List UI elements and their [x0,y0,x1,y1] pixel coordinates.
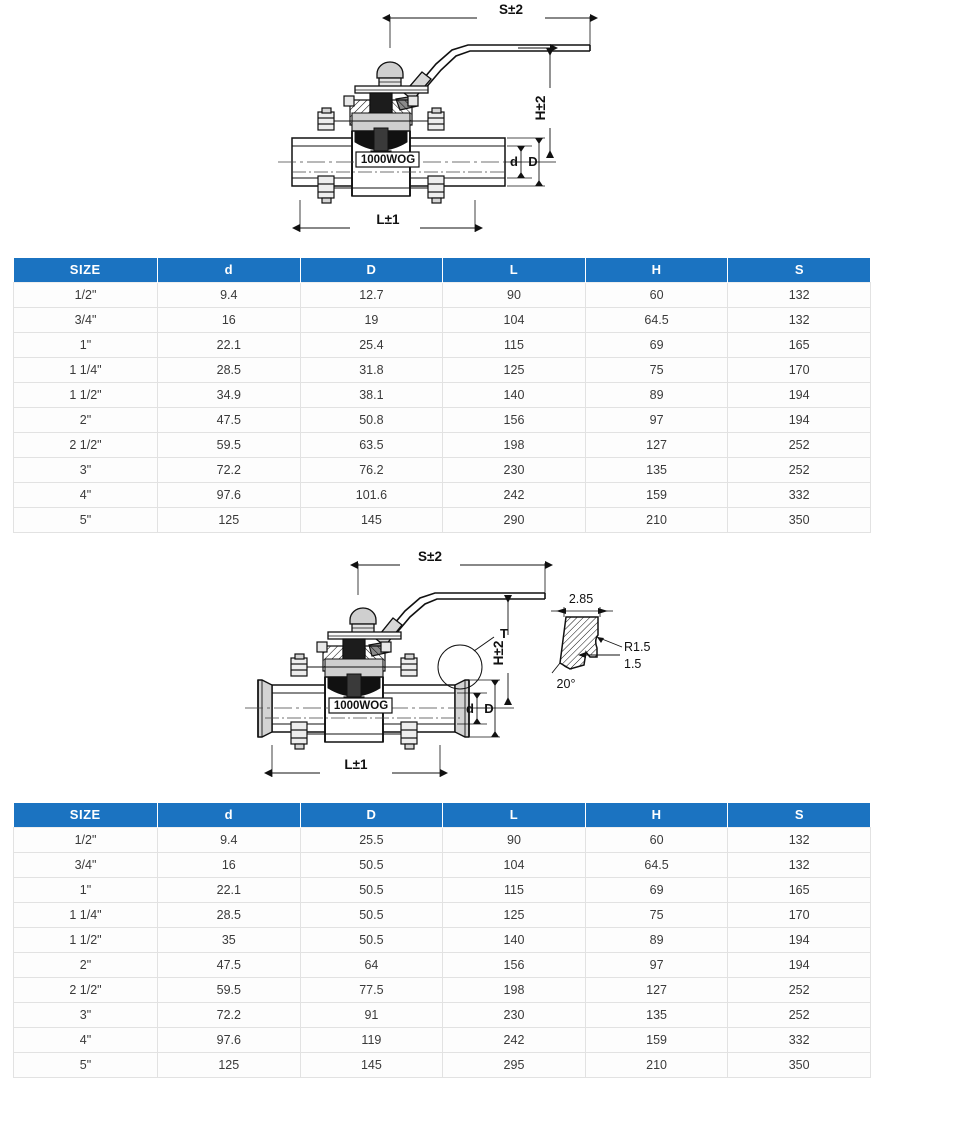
cell-size: 5" [14,1053,158,1078]
cell-d: 72.2 [158,1003,301,1028]
dim-label-d-small-bottom: d [466,701,474,716]
cell-L: 90 [443,283,586,308]
cell-D: 77.5 [300,978,443,1003]
cell-size: 1" [14,333,158,358]
cell-L: 140 [443,383,586,408]
cell-d: 59.5 [158,433,301,458]
dim-label-h-bottom: H±2 [491,640,506,666]
table-body [14,828,871,1078]
dim-label-s-top: S±2 [499,2,523,17]
dim-label-s-bottom: S±2 [418,549,442,564]
cell-d: 59.5 [158,978,301,1003]
valve-drawing-butt-weld-svg [0,0,959,250]
cell-S: 194 [728,408,871,433]
cell-L: 104 [443,308,586,333]
cell-L: 198 [443,433,586,458]
dim-label-d-small-top: d [510,154,518,169]
cell-D: 63.5 [300,433,443,458]
cell-d: 97.6 [158,1028,301,1053]
table-row [14,383,871,408]
cell-L: 198 [443,978,586,1003]
cell-D: 91 [300,1003,443,1028]
dimension-table-butt-weld-wrap [13,258,870,533]
cell-H: 135 [585,458,728,483]
cell-d: 22.1 [158,878,301,903]
table-row [14,483,871,508]
table-row [14,953,871,978]
cell-size: 5" [14,508,158,533]
cell-L: 230 [443,458,586,483]
cell-L: 242 [443,1028,586,1053]
detail-dim-width: 2.85 [568,592,594,606]
cell-H: 97 [585,408,728,433]
cell-H: 89 [585,383,728,408]
valve-drawing-butt-weld [0,0,959,250]
cell-d: 125 [158,508,301,533]
cell-D: 12.7 [300,283,443,308]
cell-D: 50.5 [300,928,443,953]
cell-d: 9.4 [158,828,301,853]
cell-size: 1 1/4" [14,903,158,928]
cell-S: 332 [728,1028,871,1053]
cell-size: 2 1/2" [14,433,158,458]
cell-d: 22.1 [158,333,301,358]
cell-S: 170 [728,903,871,928]
cell-S: 132 [728,283,871,308]
cell-H: 60 [585,828,728,853]
cell-size: 3/4" [14,853,158,878]
column-header-d: d [158,258,301,283]
table-header-row [14,258,871,283]
cell-S: 194 [728,928,871,953]
cell-D: 25.4 [300,333,443,358]
cell-D: 145 [300,1053,443,1078]
cell-size: 3" [14,1003,158,1028]
table-row [14,508,871,533]
cell-S: 165 [728,333,871,358]
cell-H: 64.5 [585,853,728,878]
cell-H: 69 [585,333,728,358]
detail-dim-angle: 20° [556,677,576,691]
cell-S: 252 [728,458,871,483]
cell-d: 34.9 [158,383,301,408]
column-header-size: SIZE [14,803,158,828]
cell-d: 16 [158,853,301,878]
cell-L: 156 [443,953,586,978]
cell-size: 2 1/2" [14,978,158,1003]
cell-L: 125 [443,358,586,383]
table-row [14,333,871,358]
table-body [14,283,871,533]
cell-d: 72.2 [158,458,301,483]
table-row [14,433,871,458]
cell-size: 2" [14,408,158,433]
column-header-S: S [728,258,871,283]
dimension-table-tri-clamp-wrap [13,803,870,1078]
cell-S: 165 [728,878,871,903]
column-header-H: H [585,803,728,828]
cell-L: 290 [443,508,586,533]
cell-H: 60 [585,283,728,308]
cell-size: 2" [14,953,158,978]
cell-D: 19 [300,308,443,333]
cell-H: 210 [585,1053,728,1078]
cell-S: 252 [728,978,871,1003]
cell-D: 64 [300,953,443,978]
table-row [14,978,871,1003]
cell-H: 64.5 [585,308,728,333]
table-header-row [14,803,871,828]
table-row [14,1053,871,1078]
cell-S: 252 [728,433,871,458]
cell-H: 69 [585,878,728,903]
table-row [14,308,871,333]
cell-d: 47.5 [158,953,301,978]
column-header-D: D [300,803,443,828]
cell-d: 35 [158,928,301,953]
valve-drawing-tri-clamp [0,545,959,795]
column-header-L: L [443,803,586,828]
cell-d: 9.4 [158,283,301,308]
cell-size: 3/4" [14,308,158,333]
cell-D: 50.5 [300,903,443,928]
cell-S: 350 [728,1053,871,1078]
cell-H: 127 [585,433,728,458]
dim-label-d-large-top: D [528,154,538,169]
body-marking-top: 1000WOG [360,154,416,166]
table-row [14,458,871,483]
cell-S: 350 [728,508,871,533]
cell-D: 38.1 [300,383,443,408]
body-marking-bottom: 1000WOG [333,700,389,712]
cell-L: 104 [443,853,586,878]
cell-d: 28.5 [158,903,301,928]
cell-S: 252 [728,1003,871,1028]
table-row [14,878,871,903]
detail-callout-label-t: T [500,626,508,641]
table-row [14,283,871,308]
cell-S: 132 [728,853,871,878]
cell-D: 76.2 [300,458,443,483]
dim-label-d-large-bottom: D [484,701,494,716]
cell-H: 89 [585,928,728,953]
detail-dim-thickness: 1.5 [624,657,642,671]
cell-size: 1/2" [14,283,158,308]
cell-D: 119 [300,1028,443,1053]
cell-H: 127 [585,978,728,1003]
cell-H: 210 [585,508,728,533]
cell-L: 115 [443,333,586,358]
valve-drawing-tri-clamp-svg [0,545,959,795]
detail-view-ferrule [551,607,622,673]
cell-S: 194 [728,383,871,408]
cell-D: 25.5 [300,828,443,853]
table-row [14,853,871,878]
dim-label-l-top: L±1 [376,212,400,227]
cell-D: 50.5 [300,878,443,903]
cell-H: 75 [585,358,728,383]
column-header-H: H [585,258,728,283]
cell-S: 332 [728,483,871,508]
cell-H: 159 [585,483,728,508]
cell-S: 170 [728,358,871,383]
cell-L: 230 [443,1003,586,1028]
cell-S: 132 [728,828,871,853]
cell-D: 50.5 [300,853,443,878]
cell-H: 75 [585,903,728,928]
cell-size: 1 1/2" [14,928,158,953]
cell-size: 1 1/4" [14,358,158,383]
cell-L: 242 [443,483,586,508]
cell-D: 145 [300,508,443,533]
dim-label-h-top: H±2 [533,95,548,121]
table-row [14,1003,871,1028]
cell-D: 101.6 [300,483,443,508]
table-row [14,358,871,383]
cell-L: 156 [443,408,586,433]
cell-L: 115 [443,878,586,903]
table-row [14,408,871,433]
cell-size: 4" [14,1028,158,1053]
cell-D: 50.8 [300,408,443,433]
column-header-D: D [300,258,443,283]
cell-L: 140 [443,928,586,953]
cell-L: 295 [443,1053,586,1078]
cell-L: 125 [443,903,586,928]
cell-size: 1 1/2" [14,383,158,408]
cell-L: 90 [443,828,586,853]
detail-dim-radius: R1.5 [624,640,651,654]
cell-H: 159 [585,1028,728,1053]
column-header-L: L [443,258,586,283]
cell-d: 28.5 [158,358,301,383]
cell-d: 16 [158,308,301,333]
cell-size: 1/2" [14,828,158,853]
cell-H: 97 [585,953,728,978]
table-row [14,928,871,953]
column-header-size: SIZE [14,258,158,283]
table-row [14,903,871,928]
cell-D: 31.8 [300,358,443,383]
table-row [14,828,871,853]
table-row [14,1028,871,1053]
cell-d: 125 [158,1053,301,1078]
dimension-table-butt-weld [13,258,871,533]
cell-S: 194 [728,953,871,978]
cell-size: 4" [14,483,158,508]
dim-label-l-bottom: L±1 [344,757,368,772]
column-header-d: d [158,803,301,828]
column-header-S: S [728,803,871,828]
cell-size: 1" [14,878,158,903]
cell-size: 3" [14,458,158,483]
cell-S: 132 [728,308,871,333]
cell-H: 135 [585,1003,728,1028]
dimension-table-tri-clamp [13,803,871,1078]
cell-d: 97.6 [158,483,301,508]
cell-d: 47.5 [158,408,301,433]
